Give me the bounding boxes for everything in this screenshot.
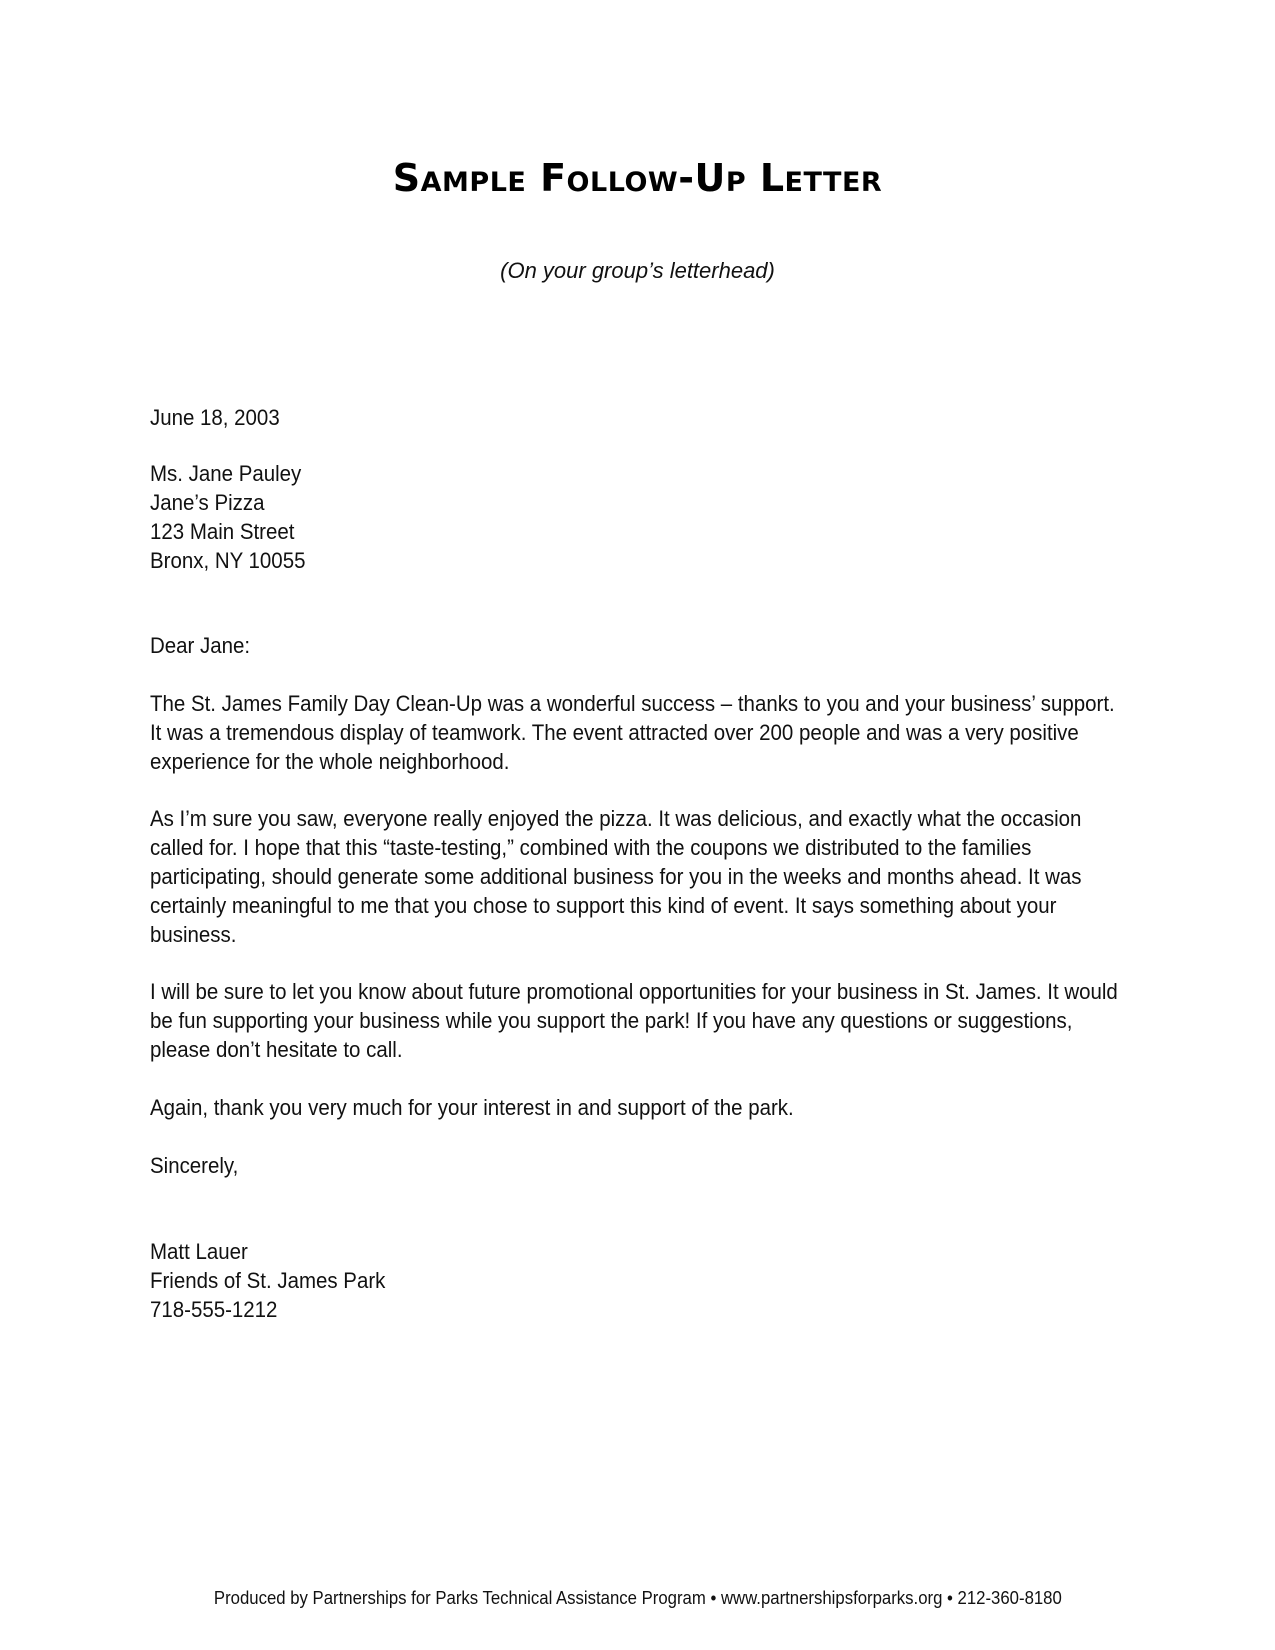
recipient-address: [150, 459, 1080, 575]
paragraph-line: The St. James Family Day Clean-Up was a wonderful success – thanks to you and your business’ support.: [150, 691, 1115, 716]
signer-name: Matt Lauer: [150, 1239, 248, 1264]
footer-text: Produced by Partnerships for Parks Technical Assistance Program • www.partnershipsforparks.org • 212-360-8180: [213, 1588, 1062, 1608]
paragraph-line: business.: [150, 922, 237, 947]
date-line: June 18, 2003: [150, 405, 280, 430]
salutation-line: Dear Jane:: [150, 633, 251, 658]
paragraph-2: [150, 804, 1080, 949]
paragraph-line: Again, thank you very much for your interest in and support of the park.: [150, 1095, 794, 1120]
paragraph-line: called for. I hope that this “taste-testing,” combined with the coupons we distributed to the families: [150, 835, 1032, 860]
recipient-city: Bronx, NY 10055: [150, 548, 306, 573]
recipient-business: Jane’s Pizza: [150, 490, 265, 515]
letterhead-note: (On your group’s letterhead): [500, 258, 775, 283]
paragraph-line: please don’t hesitate to call.: [150, 1037, 403, 1062]
letter-title: Sample Follow-Up Letter: [392, 156, 883, 200]
signature-block: [150, 1237, 1080, 1324]
paragraph-line: It was a tremendous display of teamwork. The event attracted over 200 people and was a very positive: [150, 720, 1079, 745]
letter-date: [150, 403, 1080, 432]
paragraph-line: certainly meaningful to me that you chose to support this kind of event. It says something about your: [150, 893, 1057, 918]
salutation: [150, 631, 1080, 660]
closing: [150, 1151, 1080, 1180]
paragraph-line: As I’m sure you saw, everyone really enjoyed the pizza. It was delicious, and exactly what the occasion: [150, 806, 1082, 831]
paragraph-1: [150, 689, 1115, 776]
paragraph-4: [150, 1093, 1080, 1122]
paragraph-line: be fun supporting your business while you support the park! If you have any questions or suggestions,: [150, 1008, 1073, 1033]
paragraph-3: [150, 977, 1118, 1064]
recipient-street: 123 Main Street: [150, 519, 295, 544]
page-footer: [0, 1588, 1275, 1609]
paragraph-line: participating, should generate some additional business for you in the weeks and months ahead. It was: [150, 864, 1082, 889]
signer-phone: 718-555-1212: [150, 1297, 278, 1322]
recipient-name: Ms. Jane Pauley: [150, 461, 302, 486]
paragraph-line: experience for the whole neighborhood.: [150, 749, 510, 774]
paragraph-line: I will be sure to let you know about future promotional opportunities for your business in St. James. It would: [150, 979, 1118, 1004]
signer-organization: Friends of St. James Park: [150, 1268, 386, 1293]
closing-line: Sincerely,: [150, 1153, 239, 1178]
